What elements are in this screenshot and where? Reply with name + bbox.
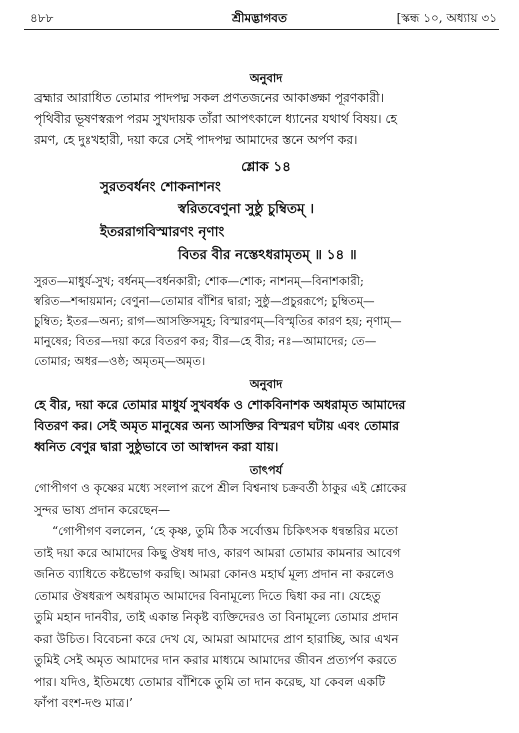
purport-line: করা উচিত। বিবেচনা করে দেখ যে, আমরা আমাদের প্রাণ হারাচ্ছি, আর এখন <box>34 631 399 646</box>
header-rule <box>24 29 499 30</box>
translation-prev <box>34 88 498 151</box>
chapter-reference: [স্কন্ধ ১০, অধ্যায় ৩১ <box>396 11 497 25</box>
purport-heading: তাৎপর্য <box>249 463 283 477</box>
translation-line: ধ্বনিত বেণুর দ্বারা সুষ্ঠুভাবে তা আস্বাদন করা যায়। <box>34 439 279 454</box>
purport-line: তাই দয়া করে আমাদের কিছু ঔষধ দাও, কারণ আমরা তোমার কামনার আবেগ <box>34 545 401 560</box>
translation-prev-line: পৃথিবীর ভূষণস্বরূপ পরম সুখদায়ক তাঁরা আপৎকালে ধ্যানের যথার্থ বিষয়। হে <box>34 112 397 126</box>
purport-line: তুমিই সেই অমৃত আমাদের দান করার মাধ্যমে আমাদের জীবন প্রত্যর্পণ করতে <box>34 653 397 667</box>
book-title: শ্রীমদ্ভাগবত <box>231 11 287 25</box>
translation-prev-line: ব্রহ্মার আরাধিত তোমার পাদপদ্ম সকল প্রণতজনের আকাঙ্ক্ষা পূরণকারী। <box>34 91 385 105</box>
purport-line: গোপীগণ ও কৃষ্ণের মধ্যে সংলাপ রূপে শ্রীল বিশ্বনাথ চক্রবর্তী ঠাকুর এই শ্লোকের <box>34 481 407 495</box>
purport-line: “গোপীগণ বললেন, ‘হে কৃষ্ণ, তুমি ঠিক সর্বোত্তম চিকিৎসক ধন্বন্তরির মতো <box>52 524 398 538</box>
synonyms-line: তোমার; অধর—ওষ্ঠ; অমৃতম্—অমৃত। <box>34 354 206 368</box>
purport-line: জনিত ব্যাধিতে কষ্টভোগ করছি। আমরা কোনও মহার্ঘ মূল্য প্রদান না করলেও <box>34 567 395 581</box>
translation-prev-line: রমণ, হে দুঃখহারী, দয়া করে সেই পাদপদ্ম আমাদের স্তনে অর্পণ কর। <box>34 133 358 147</box>
verse-line: স্বরিতবেণুনা সুষ্ঠু চুম্বিতম্ । <box>178 201 315 217</box>
running-header <box>0 8 519 28</box>
translation-line: বিতরণ কর। সেই অমৃত মানুষের অন্য আসক্তির বিস্মরণ ঘটায় এবং তোমার <box>34 418 400 433</box>
verse-line: ইতররাগবিস্মারণং নৃণাং <box>100 224 225 240</box>
synonyms-line: মানুষের; বিতর—দয়া করে বিতরণ কর; বীর—হে বীর; নঃ—আমাদের; তে— <box>34 334 377 348</box>
page-number: ৪৮৮ <box>30 11 54 25</box>
translation <box>34 394 498 457</box>
purport-line: ফাঁপা বংশ-দণ্ড মাত্র।’ <box>34 696 133 710</box>
purport-line: সুন্দর ভাষ্য প্রদান করেছেন— <box>34 502 171 517</box>
verse-heading: শ্লোক ১৪ <box>241 159 291 175</box>
purport <box>34 478 498 715</box>
synonyms-line: চুম্বিত; ইতর—অন্য; রাগ—আসক্তিসমূহ; বিস্মারণম্—বিস্মৃতির কারণ হয়; নৃণাম্— <box>34 314 402 328</box>
synonyms-line: স্বরিত—শব্দায়মান; বেণুনা—তোমার বাঁশির দ্বারা; সুষ্ঠু—প্রচুররূপে; চুম্বিতম্— <box>34 294 375 308</box>
verse-line: সুরতবর্ধনং শোকনাশনং <box>100 179 221 195</box>
synonyms <box>34 271 498 371</box>
translation-heading-prev: অনুবাদ <box>249 71 283 85</box>
purport-line: তোমার ঔষধরূপ অধরামৃত আমাদের বিনামূল্যে দিতে দ্বিধা কর না। যেহেতু <box>34 588 381 603</box>
verse-line: বিতর বীর নস্তেঽধরামৃতম্ ॥ ১৪ ॥ <box>178 247 357 263</box>
purport-line: পার। যদিও, ইতিমধ্যে তোমার বাঁশিকে তুমি তা দান করেছ, যা কেবল একটি <box>34 674 386 689</box>
purport-line: তুমি মহান দানবীর, তাই একান্ত নিকৃষ্ট ব্যক্তিদেরও তা বিনামূল্যে তোমার প্রদান <box>34 610 399 624</box>
translation-heading: অনুবাদ <box>249 377 283 391</box>
translation-line: হে বীর, দয়া করে তোমার মাধুর্য সুখবর্ধক ও শোকবিনাশক অধরামৃত আমাদের <box>34 397 406 412</box>
synonyms-line: সুরত—মাধুর্য-সুখ; বর্ধনম্—বর্ধনকারী; শোক—শোক; নাশনম্—বিনাশকারী; <box>34 274 364 288</box>
